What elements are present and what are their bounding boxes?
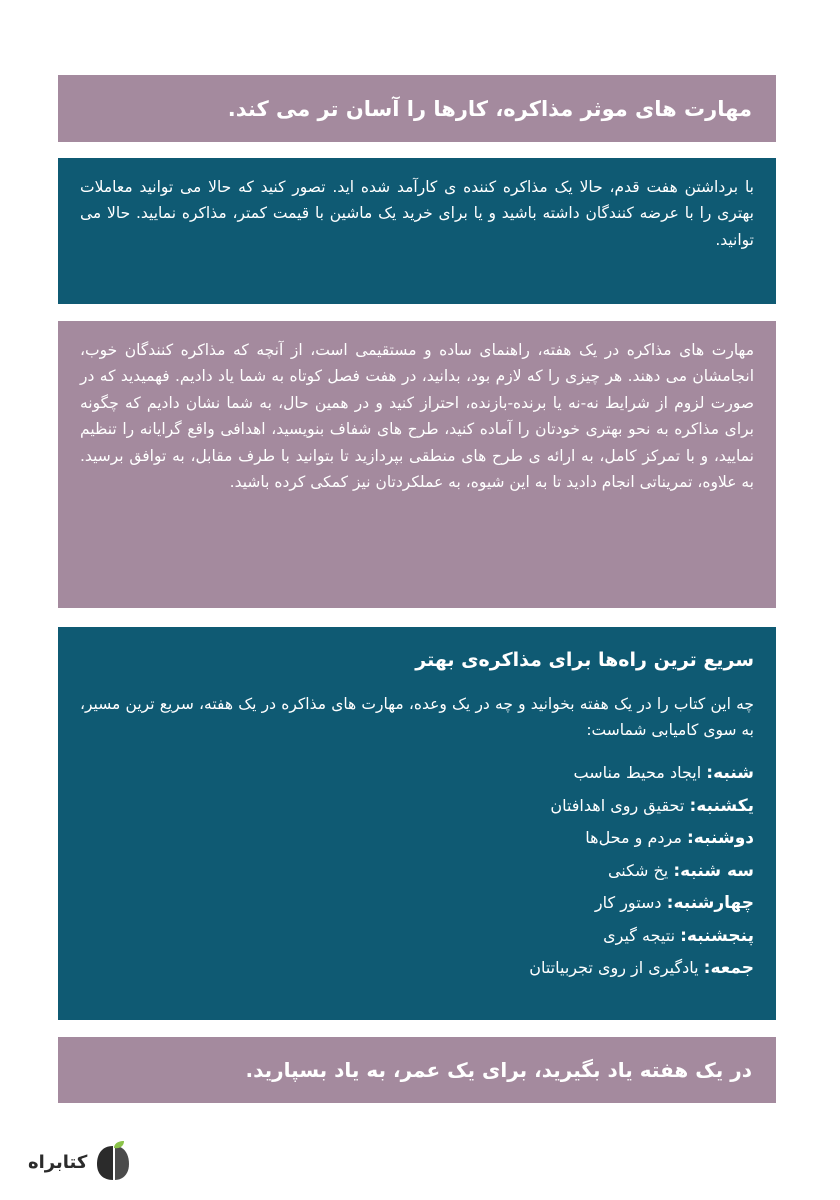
weekday-name: چهارشنبه: [666, 893, 754, 913]
weekday-topic: تحقیق روی اهدافتان [550, 795, 685, 815]
weekday-name: پنجشنبه: [680, 925, 754, 946]
fastest-ways-heading: سریع ترین راه‌ها برای مذاکره‌ی بهتر [415, 649, 754, 671]
summary-paragraph: مهارت های مذاکره در یک هفته، راهنمای ساده و مستقیمی است، از آنچه که مذاکره کنندگان خوب، انجامشان می دهند. هر چیزی را که لازم بود، بدانید، در هفت فصل کوتاه به شما یاد دادیم. فهمیدید که در صورت لزوم از شرایط نه-نه یا برنده-بازنده، احتراز کنید و در همین حال، به شما نشان دادیم که چگونه برای مذاکره به نحو بهتری خودتان را آماده کنید، طرح های شفاف بنویسید، اهدافی واقع گرایانه را تنظیم نمایید، و با تمرکز کامل، به ارائه ی طرح های منطقی بپردازید تا بتوانید با طرف مقابل، به توافق برسید. به علاوه، تمریناتی انجام دادید تا به این شیوه، به عملکردتان نیز کمکی کرده باشید. [80, 341, 754, 492]
intro-paragraph: با برداشتن هفت قدم، حالا یک مذاکره کننده ی کارآمد شده اید. تصور کنید که حالا می توانید معاملات بهتری را با عرضه کنندگان داشته باشید و یا برای خرید یک ماشین با قیمت کمتر، مذاکره نمایید. حالا می توانید. [80, 178, 754, 249]
weekday-topic: مردم و محل‌ها [585, 828, 682, 847]
weekday-name: یکشنبه: [689, 795, 754, 816]
fastest-ways-paragraph: چه این کتاب را در یک هفته بخوانید و چه در یک وعده، مهارت های مذاکره در یک هفته، سریع ترین مسیر، به سوی کامیابی شماست: [80, 695, 754, 739]
summary-section [58, 321, 776, 608]
weekday-item [80, 952, 754, 985]
weekday-item [80, 855, 754, 888]
weekday-item [80, 822, 754, 855]
weekday-topic: ایجاد محیط مناسب [573, 763, 702, 782]
intro-section [58, 158, 776, 304]
weekday-item [80, 757, 754, 790]
publisher-logo [28, 1140, 133, 1184]
weekday-item [80, 920, 754, 953]
weekday-list [80, 757, 754, 985]
ketabrah-logo-icon [93, 1140, 133, 1184]
footer-banner [58, 1037, 776, 1103]
page-title: مهارت های موثر مذاکره، کارها را آسان تر می کند. [227, 96, 752, 121]
logo-text: کتابراه [28, 1151, 88, 1173]
weekday-name: شنبه: [706, 763, 754, 783]
title-banner [58, 75, 776, 142]
weekday-name: سه شنبه: [673, 860, 754, 881]
fastest-ways-section [58, 627, 776, 1020]
weekday-topic: دستور کار [594, 893, 662, 912]
footer-slogan: در یک هفته یاد بگیرید، برای یک عمر، به یاد بسپارید. [245, 1058, 752, 1082]
weekday-topic: یخ شکنی [607, 860, 669, 880]
weekday-item [80, 887, 754, 920]
weekday-name: دوشنبه: [687, 828, 754, 848]
weekday-topic: یادگیری از روی تجربیاتتان [529, 958, 699, 977]
weekday-item [80, 790, 754, 823]
weekday-name: جمعه: [703, 958, 754, 978]
weekday-topic: نتیجه گیری [603, 925, 676, 945]
